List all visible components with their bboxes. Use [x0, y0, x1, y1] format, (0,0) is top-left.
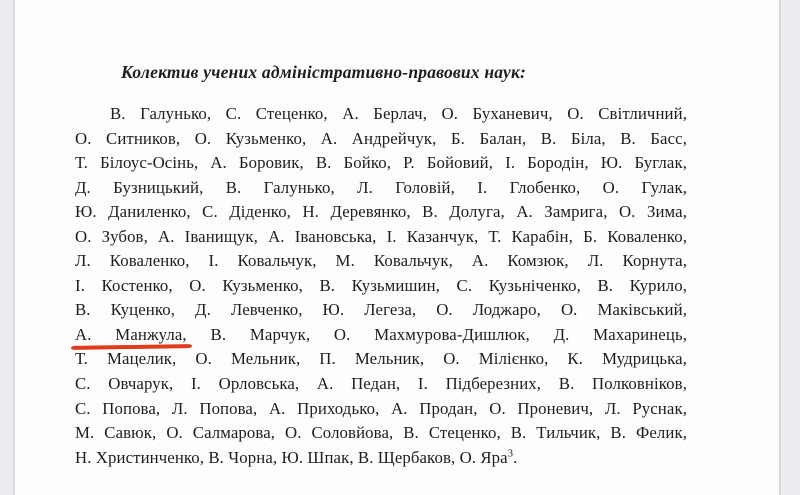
- authors-line: [75, 176, 687, 201]
- authors-line: [75, 225, 687, 250]
- footnote-marker: 3: [507, 448, 514, 460]
- authors-line: [75, 347, 687, 372]
- authors-line: [75, 446, 687, 471]
- viewer-right-gutter: [785, 0, 800, 495]
- names-text: С. Попова, Л. Попова, А. Приходько, А. Продан, О. Проневич, Л. Руснак,: [75, 398, 687, 418]
- underlined-name: А. Манжула,: [75, 324, 187, 344]
- document-heading: Колектив учених адміністративно-правових наук:: [121, 62, 527, 82]
- names-text: Н. Христинченко, В. Чорна, Ю. Шпак, В. Щербаков, О. Яра: [75, 447, 508, 467]
- authors-line: [75, 421, 687, 446]
- authors-line: [75, 298, 687, 323]
- names-text: Ю. Даниленко, С. Діденко, Н. Деревянко, В. Долуга, А. Замрига, О. Зима,: [75, 202, 687, 222]
- names-text: О. Ситников, О. Кузьменко, А. Андрейчук, Б. Балан, В. Біла, В. Басс,: [75, 128, 687, 148]
- authors-line: [75, 372, 687, 397]
- viewer-left-gutter: [0, 0, 13, 495]
- names-text: Л. Коваленко, І. Ковальчук, М. Ковальчук, А. Комзюк, Л. Корнута,: [75, 251, 687, 271]
- authors-line: [75, 102, 687, 127]
- names-text: В. Марчук, О. Махмурова-Дишлюк, Д. Махаринець,: [186, 324, 687, 344]
- authors-line: [75, 249, 687, 274]
- names-text: Т. Мацелик, О. Мельник, П. Мельник, О. Мілієнко, К. Мудрицька,: [75, 349, 687, 369]
- authors-line: [75, 127, 687, 152]
- document-page: [13, 0, 781, 495]
- names-text: Т. Білоус-Осінь, А. Боровик, В. Бойко, Р. Бойовий, І. Бородін, Ю. Буглак,: [75, 153, 687, 173]
- names-text: І. Костенко, О. Кузьменко, В. Кузьмишин, С. Кузьніченко, В. Курило,: [75, 275, 687, 295]
- authors-line: [75, 200, 687, 225]
- names-text: В. Куценко, Д. Левченко, Ю. Легеза, О. Лоджаро, О. Маківський,: [75, 300, 687, 320]
- authors-line: [75, 397, 687, 422]
- names-text: В. Галунько, С. Стеценко, А. Берлач, О. Буханевич, О. Світличний,: [110, 104, 687, 123]
- names-text: О. Зубов, А. Іванищук, А. Івановська, І. Казанчук, Т. Карабін, Б. Коваленко,: [75, 226, 687, 246]
- authors-line: [75, 274, 687, 299]
- authors-line: [75, 151, 687, 176]
- names-text: .: [513, 447, 518, 467]
- names-text: С. Овчарук, І. Орловська, А. Педан, І. Підберезних, В. Полковніков,: [75, 374, 687, 394]
- authors-paragraph: [75, 102, 687, 470]
- names-text: Д. Бузницький, В. Галунько, Л. Головій, І. Глобенко, О. Гулак,: [75, 177, 687, 197]
- authors-line: [75, 323, 687, 348]
- names-text: М. Савюк, О. Салмарова, О. Соловйова, В. Стеценко, В. Тильчик, В. Фелик,: [75, 423, 687, 443]
